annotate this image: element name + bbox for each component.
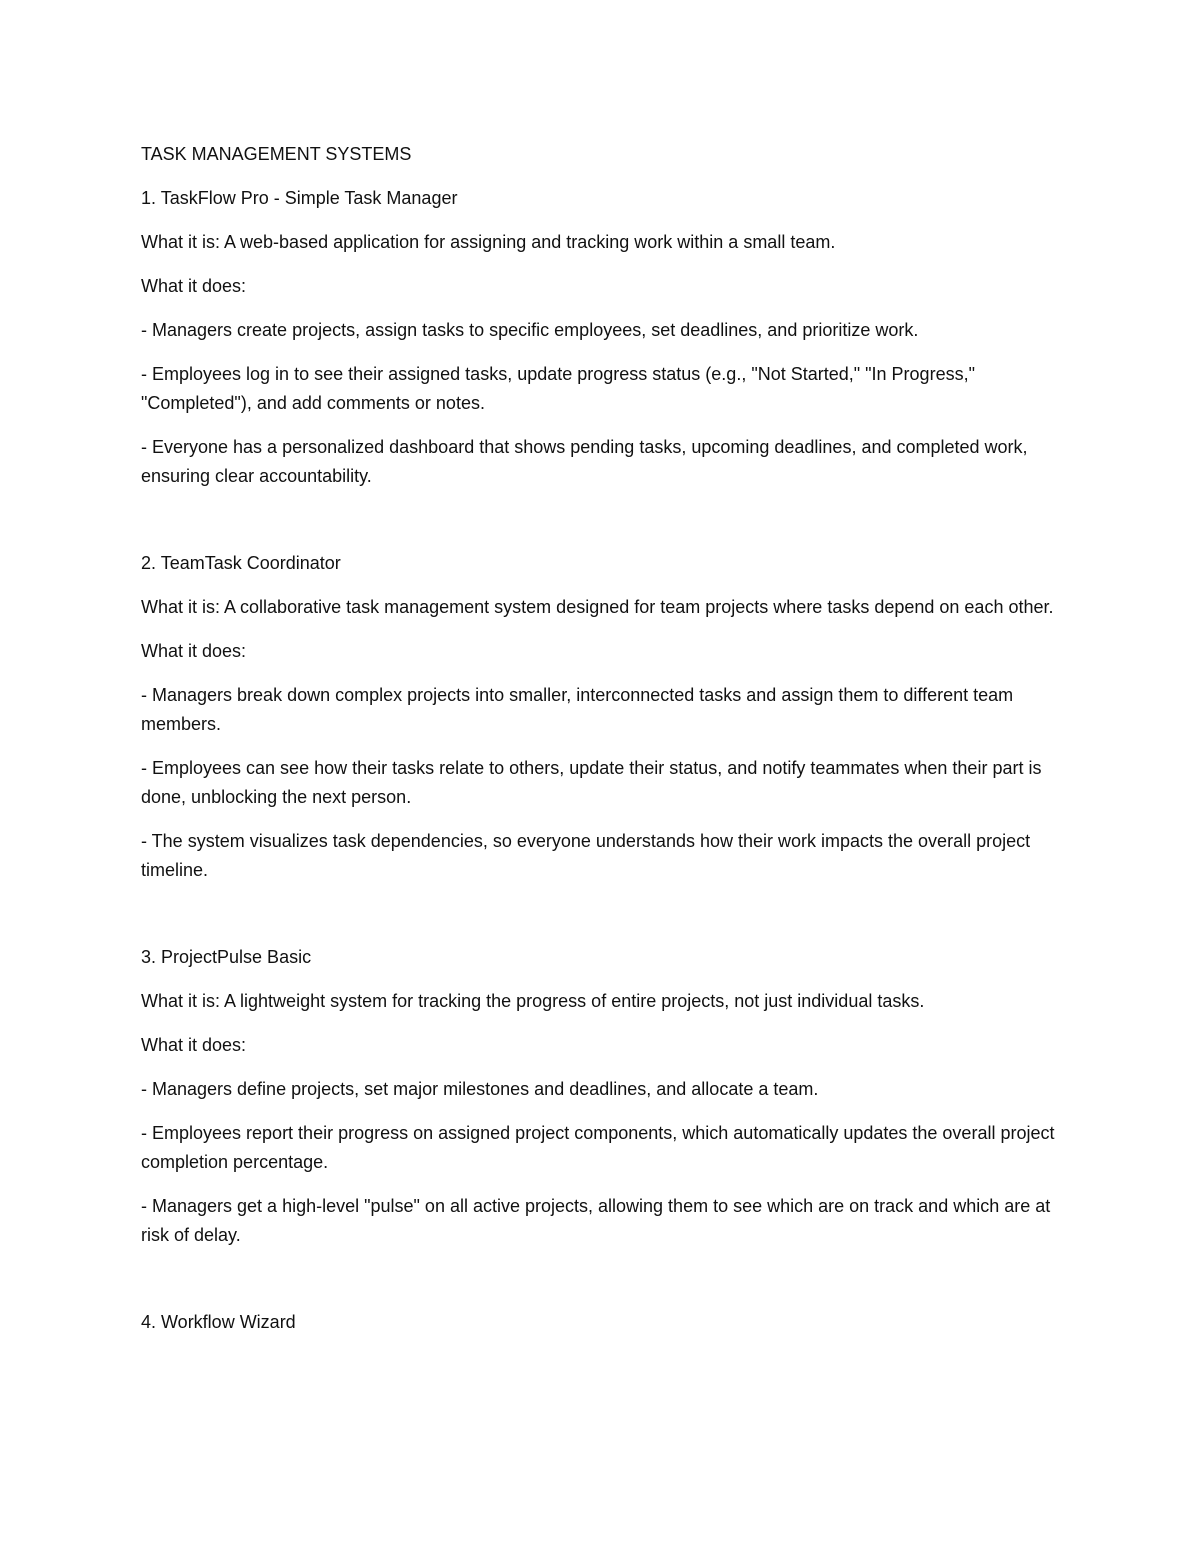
what-it-does-label: What it does: <box>141 276 247 296</box>
bullet-item: - Managers break down complex projects into smaller, interconnected tasks and assign them to different team members. <box>141 685 1014 734</box>
section-heading: 3. ProjectPulse Basic <box>141 947 312 967</box>
document-title: TASK MANAGEMENT SYSTEMS <box>141 144 412 164</box>
bullet-item: - Managers define projects, set major milestones and deadlines, and allocate a team. <box>141 1079 819 1099</box>
section-spacer <box>141 506 1066 549</box>
bullet-item: - Managers create projects, assign tasks to specific employees, set deadlines, and prioritize work. <box>141 320 919 340</box>
what-it-is-text: What it is: A lightweight system for tracking the progress of entire projects, not just individual tasks. <box>141 991 925 1011</box>
section-heading: 2. TeamTask Coordinator <box>141 553 341 573</box>
section-heading: 4. Workflow Wizard <box>141 1312 296 1332</box>
section-taskflow-pro <box>141 184 1066 491</box>
bullet-item: - Managers get a high-level "pulse" on all active projects, allowing them to see which are on track and which are at risk of delay. <box>141 1196 1051 1245</box>
section-spacer <box>141 900 1066 943</box>
bullet-item: - Everyone has a personalized dashboard that shows pending tasks, upcoming deadlines, and completed work, ensuring clear accountability. <box>141 437 1028 486</box>
what-it-is-text: What it is: A web-based application for assigning and tracking work within a small team. <box>141 232 836 252</box>
what-it-does-label: What it does: <box>141 641 247 661</box>
section-heading: 1. TaskFlow Pro - Simple Task Manager <box>141 188 458 208</box>
bullet-item: - The system visualizes task dependencies, so everyone understands how their work impacts the overall project timeline. <box>141 831 1031 880</box>
section-projectpulse-basic <box>141 943 1066 1250</box>
bullet-item: - Employees log in to see their assigned tasks, update progress status (e.g., "Not Started," "In Progress," "Completed"), and add comments or notes. <box>141 364 975 413</box>
section-teamtask-coordinator <box>141 549 1066 885</box>
section-workflow-wizard <box>141 1308 1066 1337</box>
bullet-item: - Employees report their progress on assigned project components, which automatically updates the overall project completion percentage. <box>141 1123 1055 1172</box>
document-body <box>141 140 1066 1352</box>
what-it-does-label: What it does: <box>141 1035 247 1055</box>
what-it-is-text: What it is: A collaborative task management system designed for team projects where tasks depend on each other. <box>141 597 1054 617</box>
section-spacer <box>141 1265 1066 1308</box>
bullet-item: - Employees can see how their tasks relate to others, update their status, and notify teammates when their part is done, unblocking the next person. <box>141 758 1042 807</box>
